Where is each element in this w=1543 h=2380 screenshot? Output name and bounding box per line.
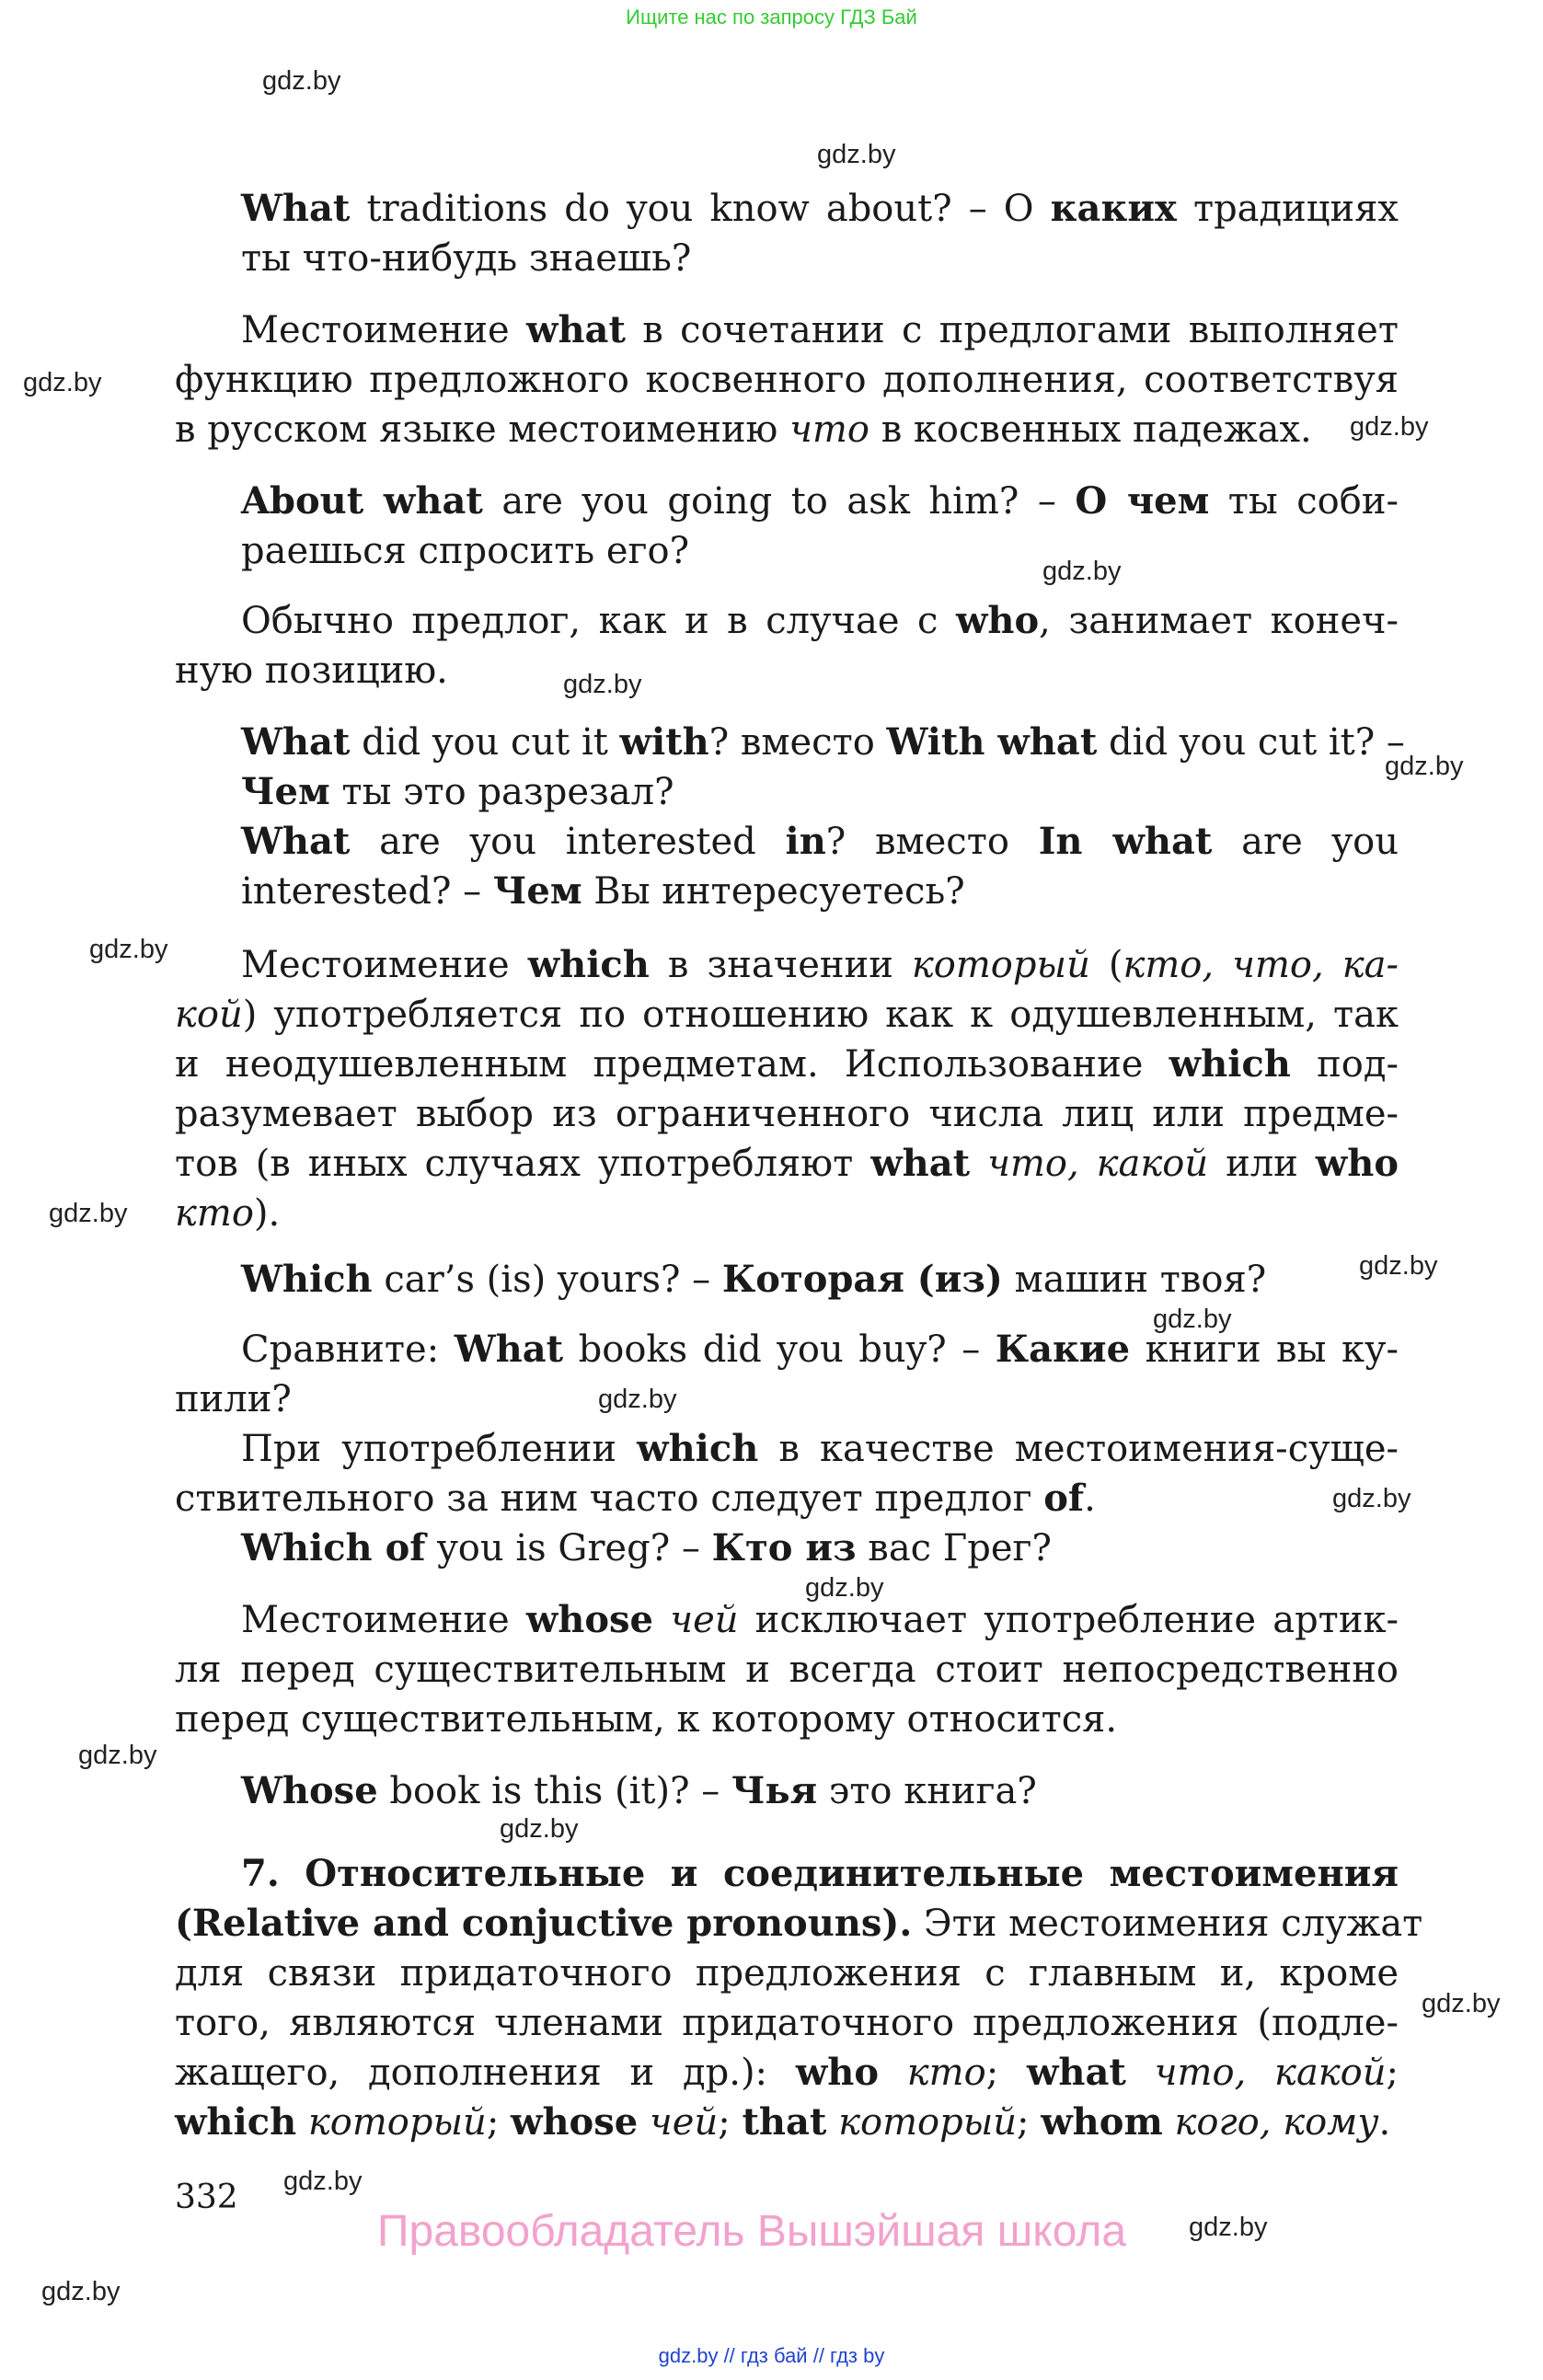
watermark: gdz.by xyxy=(1332,1484,1411,1513)
watermark: gdz.by xyxy=(1385,752,1464,781)
watermark: gdz.by xyxy=(1153,1305,1232,1334)
watermark: gdz.by xyxy=(1350,412,1429,442)
watermark: gdz.by xyxy=(1422,1989,1501,2018)
watermark: gdz.by xyxy=(805,1573,884,1603)
watermark: gdz.by xyxy=(78,1741,157,1770)
watermark: gdz.by xyxy=(1359,1251,1438,1281)
watermark: gdz.by xyxy=(262,66,341,96)
watermark: gdz.by xyxy=(89,935,168,964)
watermark: gdz.by xyxy=(49,1199,128,1228)
watermark: gdz.by xyxy=(1189,2213,1268,2242)
watermark: gdz.by xyxy=(283,2167,363,2196)
watermark: gdz.by xyxy=(1042,557,1122,586)
watermark: gdz.by xyxy=(817,140,896,169)
copyright-notice: Правообладатель Вышэйшая школа xyxy=(377,2207,1127,2256)
watermark: gdz.by xyxy=(563,670,642,699)
page-number: 332 xyxy=(175,2179,238,2216)
watermark: gdz.by xyxy=(41,2277,121,2306)
footer-links[interactable]: gdz.by // гдз бай // гдз by xyxy=(658,2344,885,2367)
watermark: gdz.by xyxy=(23,368,102,397)
watermark: gdz.by xyxy=(500,1814,579,1844)
search-prompt-link[interactable]: Ищите нас по запросу ГДЗ Бай xyxy=(626,6,917,29)
watermark: gdz.by xyxy=(598,1385,677,1414)
